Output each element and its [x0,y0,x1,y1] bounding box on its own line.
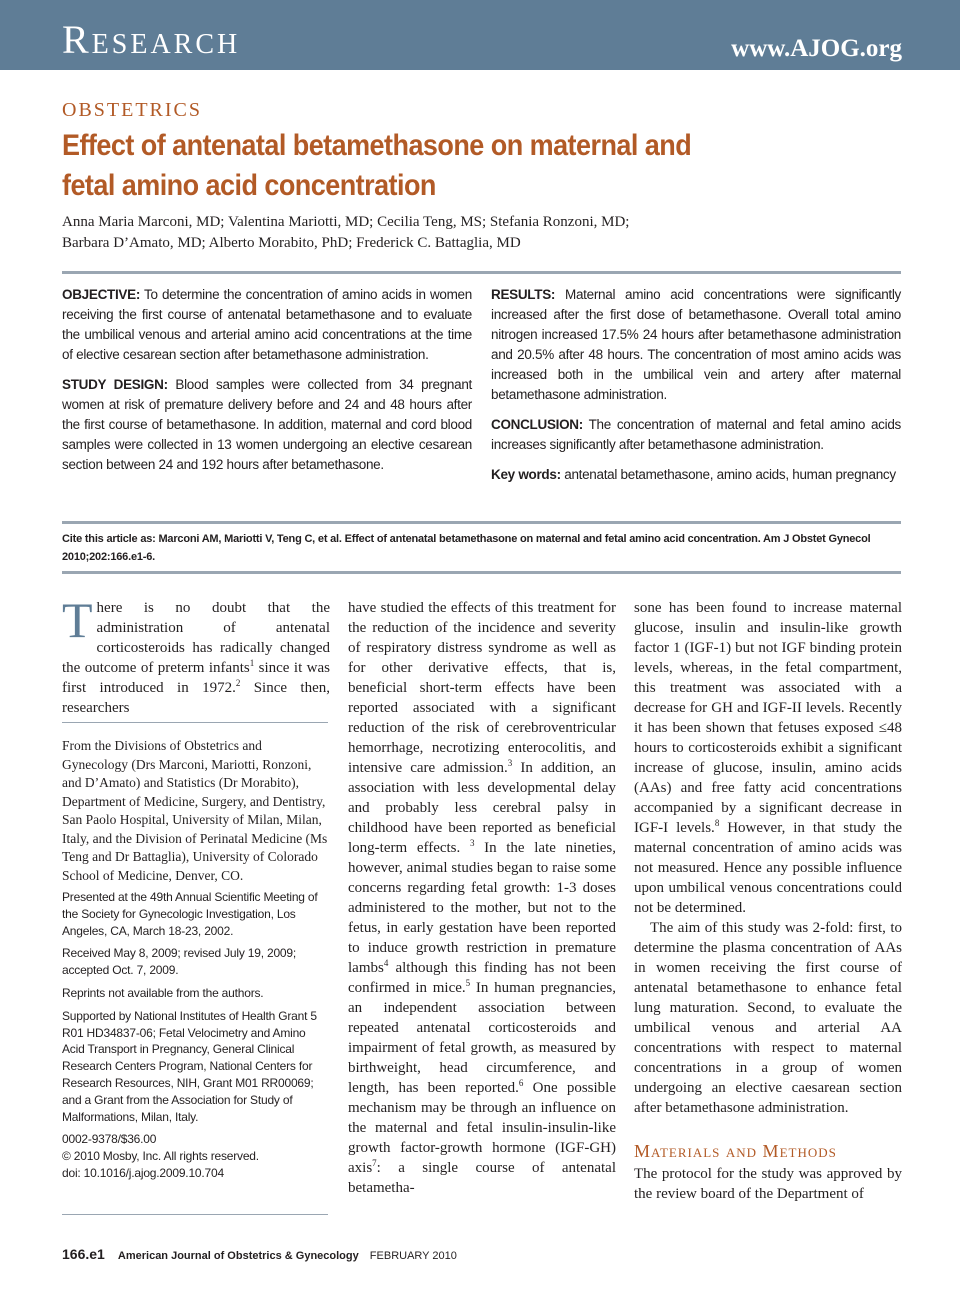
ref-link[interactable]: 5 [465,978,471,988]
body-paragraph [348,598,616,1198]
abstract-right-column [491,285,901,495]
authors-line-2: Barbara D’Amato, MD; Alberto Morabito, PhD; Frederick C. Battaglia, MD [62,235,521,251]
copyright-line: © 2010 Mosby, Inc. All rights reserved. [62,1149,259,1164]
body-column-3 [634,598,902,1204]
ref-link[interactable]: 2 [235,678,241,688]
body-text: have studied the effects of this treatment for the reduction of the incidence and severity of respiratory distress syndrome as well as for other derivative effects, that is, beneficial short-term effects have been reported associated with a significant reduction of the risk of cerebroventricular hemorrhage, necrotizing enterocolitis, and intensive care admission. [348,600,616,776]
citation: Cite this article as: Marconi AM, Mariotti V, Teng C, et al. Effect of antenatal betamethasone on maternal and fetal amino acid concentration. Am J Obstet Gynecol 2010;202:166.e1-6. [62,533,871,563]
presented-note: Presented at the 49th Annual Scientific Meeting of the Society for Gynecologic Investigation, Los Angeles, CA, March 18-23, 2002. [62,890,318,938]
footnote-top-rule [62,722,328,723]
abstract-bottom-rule [62,521,901,524]
doi-link[interactable]: doi: 10.1016/j.ajog.2009.10.704 [62,1165,224,1180]
abstract-keywords [491,465,901,485]
results-text: Maternal amino acid concentrations were significantly increased after the first dose of betamethasone. Overall total amino nitrogen increased 17.5% 24 hours after betamethasone administration and 20.5% after 48 hours. The concentration of most amino acids was increased both in the umbilical vein and artery after maternal betamethasone administration. [491,287,901,402]
body-paragraph [634,598,902,918]
body-text: sone has been found to increase maternal glucose, insulin and insulin-like growth factor 1 (IGF-1) but not IGF binding protein levels, whereas, in the fetal compartment, this treatment was associated with a decrease for GH and IGF-II levels. Recently it has been shown that fetuses exposed ≤48 hours to corticosteroids exhibit a significant increase of glucose, insulin, amino acids (AAs) and free fatty acid concentrations accompanied by a significant decrease in IGF-I levels. [634,600,902,836]
methods-paragraph: The protocol for the study was approved by the review board of the Department of [634,1166,902,1202]
body-text: In the late nineties, however, animal studies began to raise some concerns regarding fetal growth: 1-3 doses administered to the mother, but not to the fetus, in early gestation have been reported to induce growth restriction in premature lambs [348,840,616,976]
body-text: since it was first introduced in 1972. [62,660,331,696]
objective-label: OBJECTIVE: [62,287,141,302]
article-category: OBSTETRICS [62,99,203,121]
abstract-top-rule [62,271,901,274]
body-text: although this finding has not been confirmed in mice. [348,960,616,996]
price-line: 0002-9378/$36.00 [62,1132,157,1147]
price-note [62,1131,328,1181]
article-title: Effect of antenatal betamethasone on maternal and fetal amino acid concentration [62,129,692,202]
page-footer [62,1246,457,1264]
body-column-1 [62,592,331,718]
ref-link[interactable]: 1 [249,658,255,668]
ref-link[interactable]: 7 [372,1158,377,1168]
author-list [62,212,822,254]
study-design-label: STUDY DESIGN: [62,377,168,392]
footnotes [62,737,328,1182]
footnote-bottom-rule [62,1214,328,1215]
body-text: One possible mechanism may be through an influence on the maternal and fetal insulin-insulin-like growth factor-growth hormone (IGF-GH) axis [348,1080,616,1176]
results-label: RESULTS: [491,287,556,302]
journal-url[interactable]: www.AJOG.org [731,35,902,62]
body-column-2 [348,598,616,1198]
body-text: : a single course of antenatal betametha- [348,1160,616,1196]
abstract-study-design [62,375,472,475]
section-heading: Materials and Methods [634,1141,837,1161]
abstract-objective [62,285,472,365]
support-note: Supported by National Institutes of Health Grant 5 R01 HD34837-06; Fetal Velocimetry and Amino Acid Transport in Pregnancy, General Clinical Research Centers Program, National Centers for Research Resources, NIH, Grant M01 RR00069; and a Grant from the Association for Study of Malformations, Milan, Italy. [62,1008,317,1124]
ref-link[interactable]: 3 [507,758,513,768]
drop-cap: T [62,592,93,648]
received-note: Received May 8, 2009; revised July 19, 2009; accepted Oct. 7, 2009. [62,946,297,978]
reprints-note: Reprints not available from the authors. [62,985,264,1000]
authors-line-1: Anna Maria Marconi, MD; Valentina Mariotti, MD; Cecilia Teng, MS; Stefania Ronzoni, MD; [62,214,630,230]
body-text: Since then, researchers [62,680,330,716]
section-banner [0,0,960,70]
issue-date: FEBRUARY 2010 [369,1250,457,1262]
keywords-text: antenatal betamethasone, amino acids, human pregnancy [564,467,896,482]
section-title: Research [62,17,241,62]
page-number: 166.e1 [62,1246,105,1262]
body-text: In addition, an association with less developmental delay and probably less cerebral palsy in childhood have been reported as beneficial long-term effects. [348,760,616,856]
ref-link[interactable]: 6 [518,1078,524,1088]
ref-link[interactable]: 4 [383,958,389,968]
keywords-label: Key words: [491,467,561,482]
body-text: here is no doubt that the administration of antenatal corticosteroids has radically changed the outcome of preterm infants [62,600,330,676]
ref-link[interactable]: 8 [714,818,720,828]
conclusion-label: CONCLUSION: [491,417,583,432]
ref-link[interactable]: 3 [469,838,475,848]
conclusion-text: The concentration of maternal and fetal amino acids increases significantly after betamethasone administration. [491,417,901,452]
study-design-text: Blood samples were collected from 34 pregnant women at risk of premature delivery before and 24 and 48 hours after the first course of betamethasone. In addition, maternal and cord blood samples were collected in 13 women undergoing an elective cesarean section between 24 and 192 hours after betamethasone. [62,377,472,472]
aim-paragraph: The aim of this study was 2-fold: first, to determine the plasma concentration of AAs in women receiving the first course of antenatal betamethasone to enhance fetal lung maturation. Second, to evaluate the umbilical venous and arterial AA concentrations with respect to maternal concentrations in a group of women undergoing an elective caesarean section after betamethasone administration. [634,920,902,1116]
intro-paragraph [62,592,331,718]
body-text: In human pregnancies, an independent association between repeated antenatal corticosteroids and impairment of fetal growth, as measured by birthweight, head circumference, and length, has been reported. [348,980,616,1096]
citation-bottom-rule [62,571,901,574]
body-text: However, in that study the maternal concentration of amino acids was not measured. Hence any possible influence upon umbilical venous concentrations could not be determined. [634,820,902,916]
objective-text: To determine the concentration of amino acids in women receiving the first course of antenatal betamethasone and to evaluate the umbilical venous and arterial amino acid concentrations at the time of elective cesarean section after betamethasone administration. [62,287,472,362]
journal-name: American Journal of Obstetrics & Gynecology [117,1250,359,1262]
abstract-left-column [62,285,472,485]
affiliation-note: From the Divisions of Obstetrics and Gynecology (Drs Marconi, Mariotti, Ronzoni, and D’Amato) and Statistics (Dr Morabito), Department of Medicine, Surgery, and Dentistry, San Paolo Hospital, University of Milan, Milan, Italy, and the Division of Perinatal Medicine (Ms Teng and Dr Battaglia), University of Colorado School of Medicine, Denver, CO. [62,738,328,883]
abstract-results [491,285,901,405]
abstract-conclusion [491,415,901,455]
